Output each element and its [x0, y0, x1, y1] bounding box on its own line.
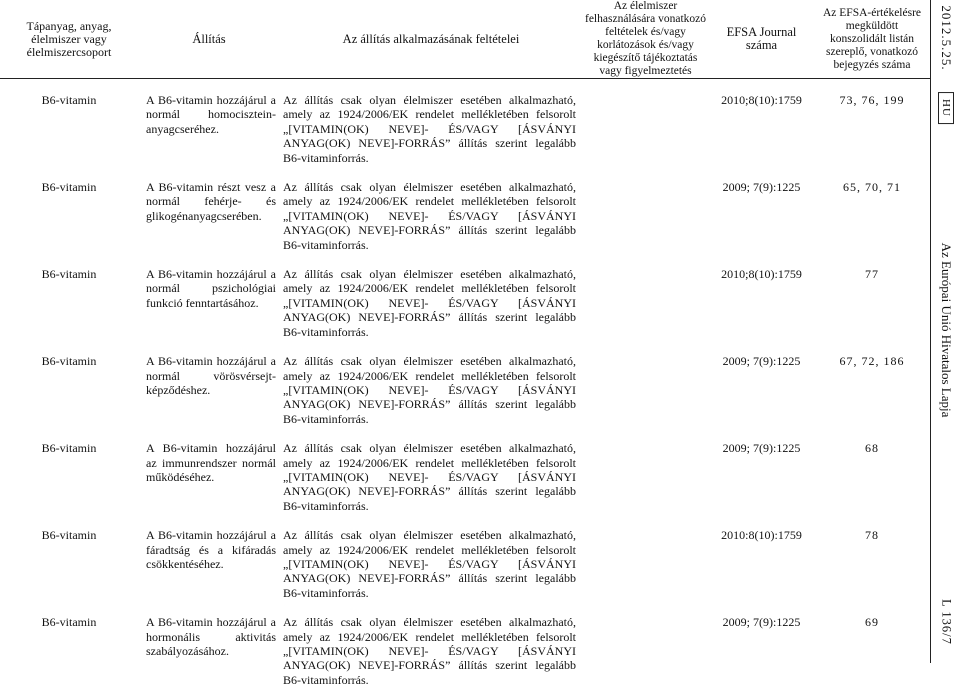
table-row — [0, 166, 930, 253]
restrictions-cell — [582, 601, 709, 688]
conditions-cell: Az állítás csak olyan élelmiszer esetében alkalmazható, amely az 1924/2006/EK rendelet mellékletében felsorolt „[VITAMIN(OK) NEVE]- ÉS/VAGY [ÁSVÁNYI ANYAG(OK) NEVE]-FORRÁS” állítás szerint legalább B6-vitaminforrás. — [280, 253, 582, 340]
ids-cell: 69 — [814, 601, 930, 688]
journal-cell: 2009; 7(9):1225 — [709, 340, 814, 427]
page-number: L 136/7 — [939, 599, 954, 645]
claim-cell: A B6-vitamin hozzájárul a hormonális aktivitás szabályozásához. — [138, 601, 280, 688]
table-row — [0, 79, 930, 167]
conditions-cell: Az állítás csak olyan élelmiszer esetében alkalmazható, amely az 1924/2006/EK rendelet mellékletében felsorolt „[VITAMIN(OK) NEVE]- ÉS/VAGY [ÁSVÁNYI ANYAG(OK) NEVE]-FORRÁS” állítás szerint legalább B6-vitaminforrás. — [280, 601, 582, 688]
publication-date: 2012.5.25. — [938, 5, 954, 70]
language-badge: HU — [938, 92, 954, 124]
journal-cell: 2009; 7(9):1225 — [709, 166, 814, 253]
journal-cell: 2010;8(10):1759 — [709, 79, 814, 167]
table-header — [0, 0, 930, 79]
table-row — [0, 427, 930, 514]
header-category: Tápanyag, anyag, élelmiszer vagy élelmiszercsoport — [0, 0, 138, 79]
nutrient-cell: B6-vitamin — [0, 427, 138, 514]
journal-cell: 2009; 7(9):1225 — [709, 427, 814, 514]
ids-cell: 65, 70, 71 — [814, 166, 930, 253]
restrictions-cell — [582, 427, 709, 514]
nutrient-cell: B6-vitamin — [0, 253, 138, 340]
claim-cell: A B6-vitamin hozzájárul a normál vörösvérsejt-képződéshez. — [138, 340, 280, 427]
table-row — [0, 601, 930, 688]
journal-cell: 2009; 7(9):1225 — [709, 601, 814, 688]
ids-cell: 68 — [814, 427, 930, 514]
claim-cell: A B6-vitamin hozzájárul a normál homocisztein-anyagcseréhez. — [138, 79, 280, 167]
restrictions-cell — [582, 253, 709, 340]
conditions-cell: Az állítás csak olyan élelmiszer esetében alkalmazható, amely az 1924/2006/EK rendelet mellékletében felsorolt „[VITAMIN(OK) NEVE]- ÉS/VAGY [ÁSVÁNYI ANYAG(OK) NEVE]-FORRÁS” állítás szerint legalább B6-vitaminforrás. — [280, 166, 582, 253]
header-ids: Az EFSA-értékelésre megküldött konszolidált listán szereplő, vonatkozó bejegyzés száma — [814, 0, 930, 79]
nutrient-cell: B6-vitamin — [0, 514, 138, 601]
claim-cell: A B6-vitamin hozzájárul az immunrendszer normál működéséhez. — [138, 427, 280, 514]
header-journal: EFSA Journal száma — [709, 0, 814, 79]
ids-cell: 77 — [814, 253, 930, 340]
page-margin-sidebar — [930, 0, 960, 663]
conditions-cell: Az állítás csak olyan élelmiszer esetében alkalmazható, amely az 1924/2006/EK rendelet mellékletében felsorolt „[VITAMIN(OK) NEVE]- ÉS/VAGY [ÁSVÁNYI ANYAG(OK) NEVE]-FORRÁS” állítás szerint legalább B6-vitaminforrás. — [280, 427, 582, 514]
table-row — [0, 514, 930, 601]
nutrient-cell: B6-vitamin — [0, 601, 138, 688]
restrictions-cell — [582, 340, 709, 427]
header-restrictions: Az élelmiszer felhasználására vonatkozó feltételek és/vagy korlátozások és/vagy kiegészítő tájékoztatás vagy figyelmeztetés — [582, 0, 709, 79]
restrictions-cell — [582, 514, 709, 601]
conditions-cell: Az állítás csak olyan élelmiszer esetében alkalmazható, amely az 1924/2006/EK rendelet mellékletében felsorolt „[VITAMIN(OK) NEVE]- ÉS/VAGY [ÁSVÁNYI ANYAG(OK) NEVE]-FORRÁS” állítás szerint legalább B6-vitaminforrás. — [280, 514, 582, 601]
journal-cell: 2010:8(10):1759 — [709, 514, 814, 601]
ids-cell: 78 — [814, 514, 930, 601]
nutrient-cell: B6-vitamin — [0, 166, 138, 253]
conditions-cell: Az állítás csak olyan élelmiszer esetében alkalmazható, amely az 1924/2006/EK rendelet mellékletében felsorolt „[VITAMIN(OK) NEVE]- ÉS/VAGY [ÁSVÁNYI ANYAG(OK) NEVE]-FORRÁS” állítás szerint legalább B6-vitaminforrás. — [280, 79, 582, 167]
ids-cell: 73, 76, 199 — [814, 79, 930, 167]
claim-cell: A B6-vitamin hozzájárul a normál pszichológiai funkció fenntartásához. — [138, 253, 280, 340]
nutrient-cell: B6-vitamin — [0, 340, 138, 427]
journal-cell: 2010;8(10):1759 — [709, 253, 814, 340]
claim-cell: A B6-vitamin részt vesz a normál fehérje- és glikogénanyagcserében. — [138, 166, 280, 253]
header-claim: Állítás — [138, 0, 280, 79]
journal-title: Az Európai Unió Hivatalos Lapja — [938, 243, 954, 418]
table-row — [0, 253, 930, 340]
table-row — [0, 340, 930, 427]
conditions-cell: Az állítás csak olyan élelmiszer esetében alkalmazható, amely az 1924/2006/EK rendelet mellékletében felsorolt „[VITAMIN(OK) NEVE]- ÉS/VAGY [ÁSVÁNYI ANYAG(OK) NEVE]-FORRÁS” állítás szerint legalább B6-vitaminforrás. — [280, 340, 582, 427]
nutrient-cell: B6-vitamin — [0, 79, 138, 167]
restrictions-cell — [582, 79, 709, 167]
header-conditions: Az állítás alkalmazásának feltételei — [280, 0, 582, 79]
claim-cell: A B6-vitamin hozzájárul a fáradtság és a kifáradás csökkentéséhez. — [138, 514, 280, 601]
table-body — [0, 79, 930, 688]
restrictions-cell — [582, 166, 709, 253]
ids-cell: 67, 72, 186 — [814, 340, 930, 427]
